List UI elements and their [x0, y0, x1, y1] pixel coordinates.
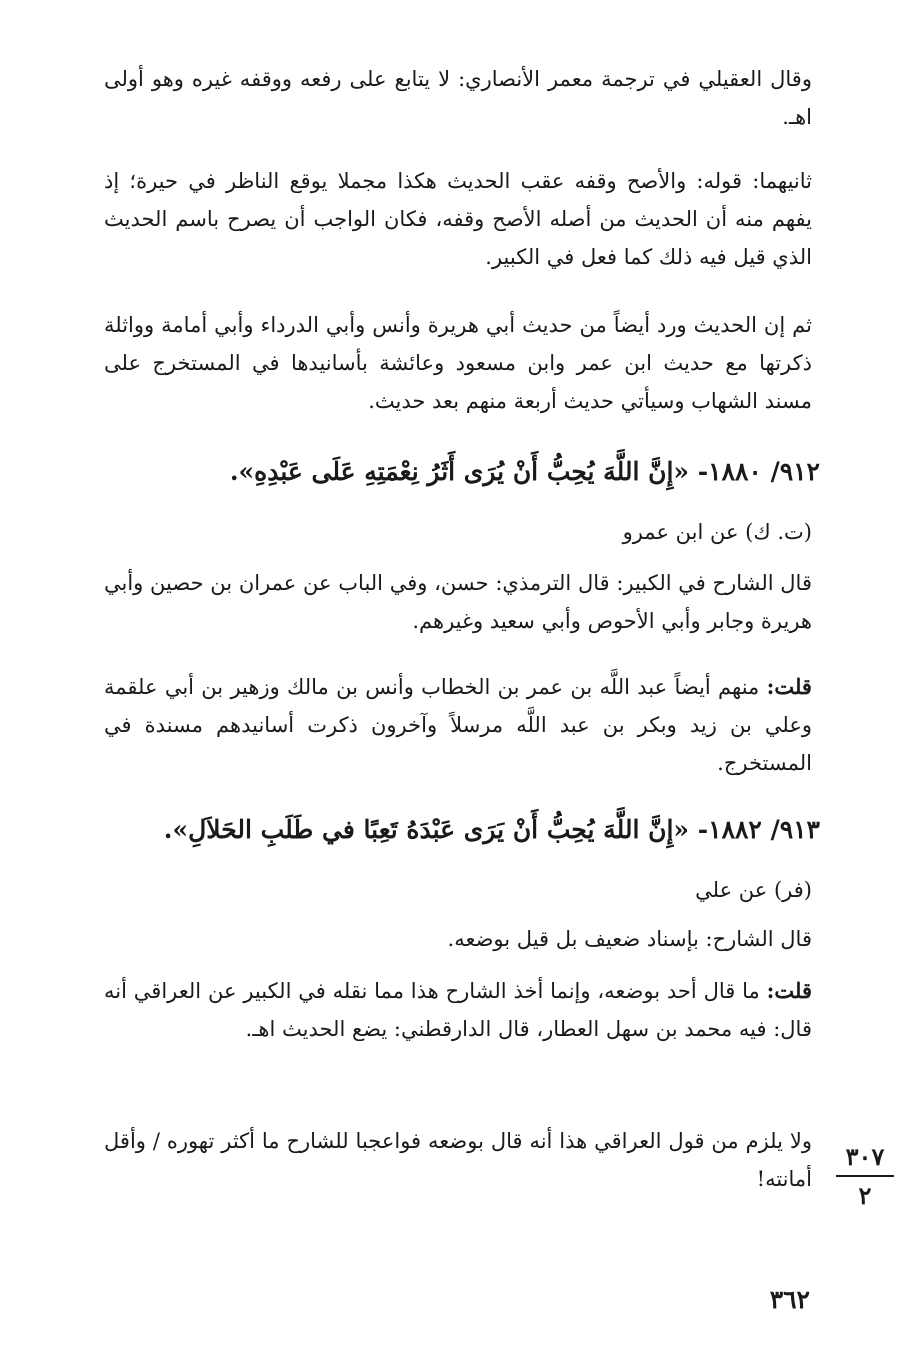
paragraph-other-routes: ثم إن الحديث ورد أيضاً من حديث أبي هريرة وأنس وأبي الدرداء وأبي أمامة وواثلة ذكرتها مع حديث ابن عمر وابن مسعود وعائشة بأسانيدها في المستخرج على مسند الشهاب وسيأتي حديث أربعة منهم بعد حديث. [104, 313, 812, 413]
page-number: ٣٦٢ [769, 1285, 810, 1314]
paragraph-final: ولا يلزم من قول العراقي هذا أنه قال بوضعه فواعجبا للشارح ما أكثر تهوره / وأقل أمانته! [104, 1129, 812, 1191]
paragraph-qultu-2: قلت: ما قال أحد بوضعه، وإنما أخذ الشارح هذا مما نقله في الكبير عن العراقي أنه قال: فيه محمد بن سهل العطار، قال الدارقطني: يضع الحديث اهـ. [104, 978, 812, 1041]
margin-ref-bottom: ٢ [858, 1181, 872, 1210]
margin-ref-top: ٣٠٧ [845, 1142, 885, 1171]
paragraph-second-point: ثانيهما: قوله: والأصح وقفه عقب الحديث هكذا مجملا يوقع الناظر في حيرة؛ إذ يفهم منه أن الحديث من أصله الأصح وقفه، فكان الواجب أن يصرح باسم الحديث الذي قيل فيه ذلك كما فعل في الكبير. [104, 169, 812, 269]
paragraph-sharih-tirmidhi: قال الشارح في الكبير: قال الترمذي: حسن، وفي الباب عن عمران بن حصين وأبي هريرة وجابر وأبي الأحوص وأبي سعيد وغيرهم. [104, 571, 812, 633]
hadith-913-source: (فر) عن علي [695, 878, 812, 902]
paragraph-qultu-1: قلت: منهم أيضاً عبد اللَّه بن عمر بن الخطاب وأنس بن مالك وزهير بن أبي علقمة وعلي بن زيد وبكر بن عبد اللَّه مرسلاً وآخرون ذكرت أسانيدهم مسندة في المستخرج. [104, 674, 812, 775]
hadith-912-source: (ت. ك) عن ابن عمرو [622, 520, 812, 544]
hadith-912: ٩١٢/ ١٨٨٠- «إِنَّ اللَّهَ يُحِبُّ أَنْ يُرَى أَثَرُ نِعْمَتِهِ عَلَى عَبْدِهِ». [229, 457, 820, 486]
qultu-label: قلت: [766, 674, 812, 699]
paragraph-sharih-isnad: قال الشارح: بإسناد ضعيف بل قيل بوضعه. [447, 927, 812, 951]
paragraph-uqayli: وقال العقيلي في ترجمة معمر الأنصاري: لا يتابع على رفعه ووقفه غيره وهو أولى اهـ. [104, 67, 812, 129]
margin-ref-rule [836, 1175, 894, 1177]
qultu-label: قلت: [766, 978, 812, 1003]
margin-reference [834, 1142, 896, 1210]
hadith-913: ٩١٣/ ١٨٨٢- «إِنَّ اللَّهَ يُحِبُّ أَنْ يَرَى عَبْدَهُ تَعِبًا في طَلَبِ الحَلاَلِ». [163, 815, 820, 844]
